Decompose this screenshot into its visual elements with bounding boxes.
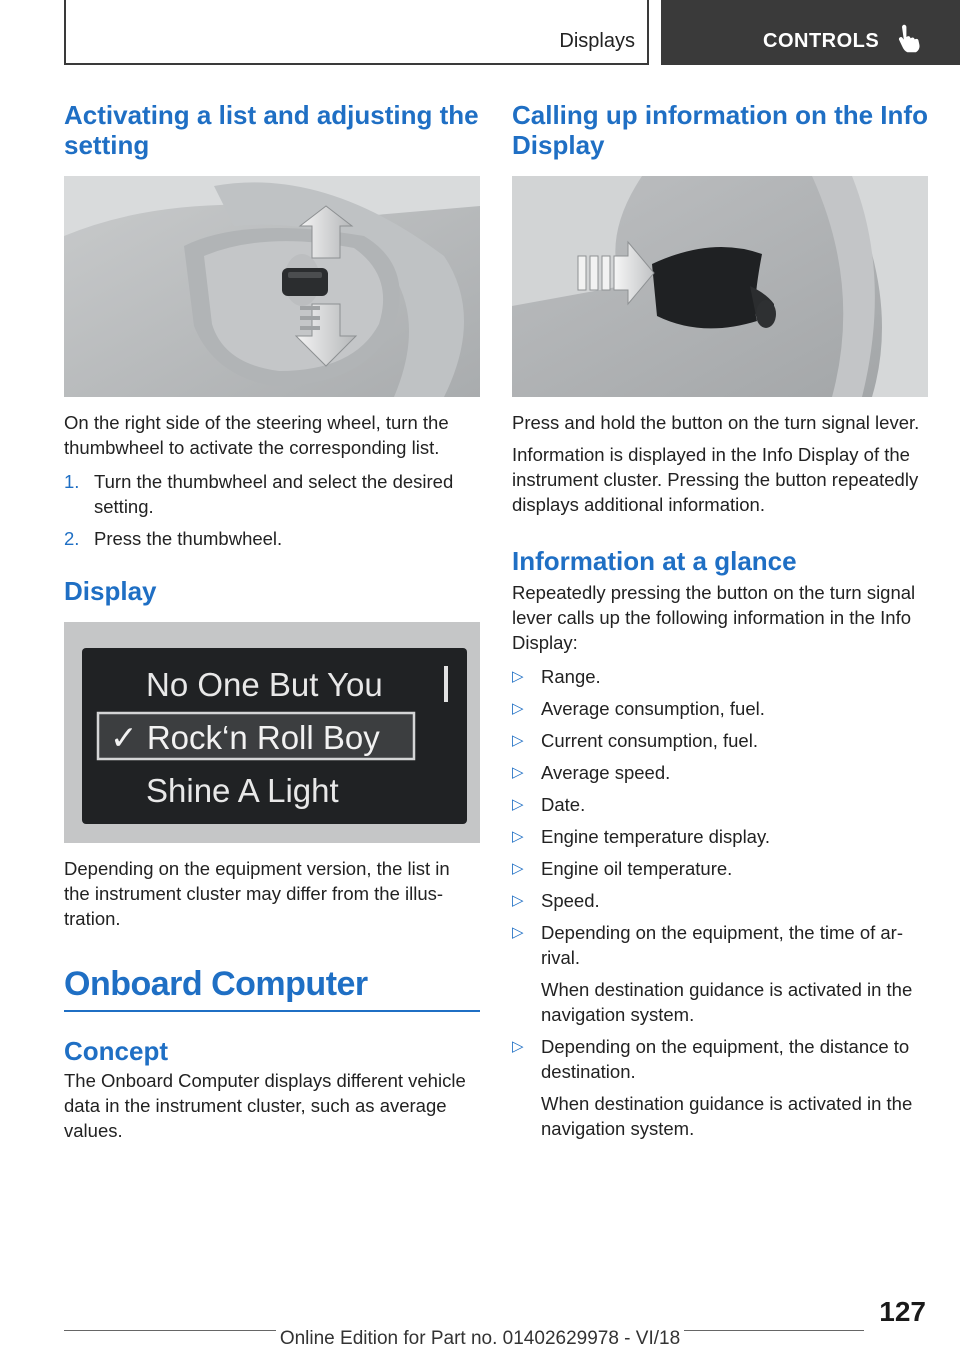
- header-section-title: Displays: [559, 30, 635, 52]
- chapter-rule: [64, 1010, 480, 1012]
- list-item: ▷ Average consumption, fuel.: [512, 698, 765, 719]
- turn-signal-lever-figure: [512, 176, 928, 397]
- header-chapter-label: CONTROLS: [763, 30, 880, 52]
- list-item: ▷ Engine oil temperature.: [512, 858, 733, 879]
- heading-info-at-a-glance: Information at a glance: [512, 546, 797, 576]
- steering-wheel-thumbwheel-figure: [64, 176, 480, 397]
- paragraph-press-hold: Press and hold the button on the turn signal lever.: [512, 412, 920, 433]
- paragraph-concept: The Onboard Computer displays different vehicle data in the instrument cluster, such as average values.: [64, 1070, 466, 1141]
- list-item: ▷ Average speed.: [512, 762, 671, 783]
- list-item: ▷ Depending on the equipment, the time of arrival. When destination guidance is activated in the navigation system.: [512, 922, 913, 1025]
- heading-concept: Concept: [64, 1036, 168, 1066]
- display-list-item-selected: ✓ Rock‘n Roll Boy: [110, 719, 380, 756]
- list-item: ▷ Engine temperature display.: [512, 826, 770, 847]
- list-item: ▷ Date.: [512, 794, 586, 815]
- paragraph-info-displayed: Information is displayed in the Info Display of the instrument cluster. Pressing the button repeatedly displays additional information.: [512, 444, 919, 515]
- step-item: 1. Turn the thumbwheel and select the desired setting.: [64, 471, 454, 517]
- list-item: ▷ Speed.: [512, 890, 600, 911]
- paragraph-repeatedly-pressing: Repeatedly pressing the button on the turn signal lever calls up the following information in the Info Display:: [512, 582, 916, 653]
- list-item: ▷ Depending on the equipment, the distance to destination. When destination guidance is activated in the navigation system.: [512, 1036, 913, 1139]
- display-list-item: No One But You: [146, 666, 383, 703]
- info-bullet-list: [512, 664, 928, 1141]
- steps-list: [64, 469, 480, 551]
- heading-display: Display: [64, 576, 157, 606]
- heading-info-display: Calling up information on the Info Display: [512, 100, 928, 160]
- footer-edition: Online Edition for Part no. 01402629978 - VI/18: [0, 1328, 960, 1350]
- left-column: [64, 100, 480, 1143]
- page-number: 127: [879, 1296, 926, 1327]
- header-section-box: [64, 0, 649, 65]
- chapter-title-onboard-computer: Onboard Computer: [64, 965, 368, 1003]
- instrument-cluster-list-figure: [64, 622, 480, 843]
- header-chapter-tab: [661, 0, 960, 65]
- right-column: [512, 100, 928, 1141]
- paragraph-thumbwheel: On the right side of the steering wheel, turn the thumbwheel to activate the corresponding list.: [64, 412, 449, 458]
- list-item: ▷ Range.: [512, 666, 601, 687]
- list-item: ▷ Current consumption, fuel.: [512, 730, 758, 751]
- display-list-item: Shine A Light: [146, 772, 339, 809]
- step-item: 2. Press the thumbwheel.: [64, 528, 283, 549]
- heading-activating-list: Activating a list and adjusting the setting: [64, 100, 479, 160]
- pointing-hand-icon: [895, 24, 921, 54]
- paragraph-display-note: Depending on the equipment version, the list in the instrument cluster may differ from the illustration.: [64, 858, 450, 929]
